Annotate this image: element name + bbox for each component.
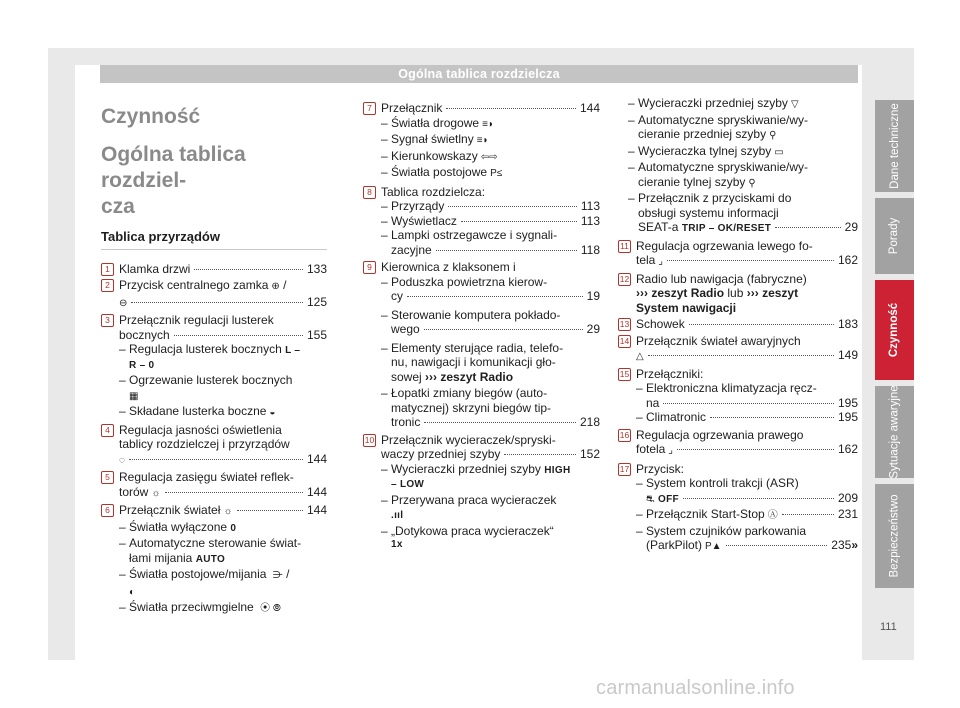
sub-item: – Regulacja lusterek bocznych L – R – 0 (119, 342, 327, 373)
sub-item: – Światła postojowe/mijania ⋺ / ◐ (119, 567, 327, 600)
sub-item: – Lampki ostrzegawcze i sygnali- zacyjne 118 (381, 228, 600, 257)
page-title (101, 142, 327, 220)
item-number-badge: 17 (619, 463, 630, 474)
continue-arrow-icon: » (851, 538, 858, 552)
page-ref[interactable]: 195 (837, 410, 858, 424)
page-number: 111 (880, 621, 897, 633)
mirror-code: R – 0 (129, 359, 155, 371)
sub-item: – Automatyczne spryskiwanie/wy- cieranie przedniej szyby ⚲ (628, 113, 858, 144)
page-ref[interactable]: 162 (837, 253, 858, 267)
item-label: Regulacja jasności oświetlenia (119, 422, 282, 437)
item-number-badge: 16 (619, 429, 630, 440)
page-ref[interactable]: 162 (837, 442, 858, 456)
item-number-badge: 7 (363, 102, 376, 115)
item-number-badge: 12 (619, 273, 630, 284)
lock-icon: ⊕ (271, 281, 280, 292)
traction-control-icon: ⛐ (646, 493, 655, 505)
chevron-right-icon: ››› (746, 286, 759, 300)
sub-item: – Przełącznik Start-Stop Ⓐ 231 (636, 507, 858, 524)
interval-icon: .ııl (391, 510, 404, 521)
item-6: 6 Przełącznik świateł ☼ 144 – Światła wyłączone 0 – Automatyczne sterowanie świat- łami mijania AUTO – Światła postojowe/mijania ⋺ / ◐ – Światła przeciwmgielne ⦿ ⦾ (101, 503, 327, 617)
page-ref[interactable]: 183 (837, 317, 858, 331)
turn-signal-icon: ⇦⇨ (480, 151, 498, 163)
chevron-right-icon: ››› (425, 369, 438, 384)
item-number-badge: 15 (619, 368, 630, 379)
page-ref[interactable]: 113 (580, 213, 600, 228)
item-label: Regulacja ogrzewania lewego fo- (636, 238, 813, 253)
start-stop-icon: Ⓐ (767, 510, 778, 521)
title-line: cza (101, 195, 135, 218)
sub-item: – Światła postojowe P≤ (381, 165, 600, 182)
sub-item: – Automatyczne spryskiwanie/wy- cieranie tylnej szyby ⚲ (628, 160, 858, 191)
sub-item: – Sterowanie komputera pokłado- wego 29 (381, 308, 600, 337)
seat-heating-icon: ⌟ (658, 256, 664, 267)
page-ref[interactable]: 113 (580, 199, 600, 213)
seat-heating-icon: ⌟ (668, 445, 674, 456)
item-number-badge: 10 (364, 434, 375, 445)
item-12: 12 Radio lub nawigacja (fabryczne) ››› zeszyt Radio lub ››› zeszyt System nawigacji (618, 272, 858, 316)
item-number-badge: 1 (101, 263, 114, 276)
sub-item: – System czujników parkowania (ParkPilot) P▲ 235» (636, 524, 858, 555)
watermark: carmanualsonline.info (596, 677, 795, 699)
tab-sytuacje-awaryjne[interactable]: Sytuacje awaryjne (875, 386, 914, 478)
item-label: Przełącznik regulacji lusterek (119, 313, 274, 327)
sub-item: – Łopatki zmiany biegów (auto- matycznej) skrzyni biegów tip- tronic 218 (381, 386, 600, 430)
page-ref[interactable]: 144 (306, 451, 327, 466)
sub-item: – Przerywana praca wycieraczek .ııl (381, 493, 600, 524)
page-ref[interactable]: 218 (579, 415, 600, 429)
sub-item: – Światła przeciwmgielne ⦿ ⦾ (119, 600, 327, 617)
sub-item: – Kierunkowskazy ⇦⇨ (381, 149, 600, 166)
light-switch-icon: ☼ (223, 506, 233, 517)
sub-item: – System kontroli trakcji (ASR) ⛐ OFF 209 (636, 476, 858, 507)
item-number-badge: 6 (101, 504, 114, 517)
item-number-badge: 9 (363, 261, 376, 274)
sub-item: – Wycieraczka tylnej szyby ▭ (628, 144, 858, 161)
item-label: bocznych (119, 327, 170, 342)
item-3 (101, 313, 327, 421)
cross-reference[interactable]: zeszyt Radio (651, 286, 725, 300)
item-2 (101, 278, 327, 311)
item-10: 10 Przełącznik wycieraczek/spryski- waczy przedniej szyby 152 – Wycieraczki przedniej szyby HIGH – LOW – Przerywana praca wycieraczek .ııl – „Dotykowa praca wycieraczek“ 1x (363, 433, 600, 553)
page-ref[interactable]: 144 (306, 503, 327, 517)
item-number-badge: 8 (363, 186, 376, 199)
item-number-badge: 11 (618, 240, 631, 253)
item-14 (618, 334, 858, 365)
item-number-badge: 3 (101, 314, 114, 327)
item-label: Przycisk centralnego zamka (119, 278, 269, 292)
item-11: 11 Regulacja ogrzewania lewego fo- tela ⌟ 162 (618, 239, 858, 270)
item-13: 13 Schowek 183 (619, 317, 858, 331)
page-ref[interactable]: 144 (579, 101, 600, 115)
sub-item: – Przełącznik z przyciskami do obsługi systemu informacji SEAT-a TRIP – OK/RESET 29 (628, 191, 858, 237)
parking-sensor-icon: P▲ (705, 541, 722, 552)
subsection-title: Tablica przyrządów (101, 230, 327, 250)
unlock-icon: ⊖ (119, 297, 128, 309)
item-label: Kierownica z klaksonem i (381, 260, 516, 274)
item-label: Regulacja zasięgu świateł reflek- (119, 470, 294, 484)
item-16: 16 Regulacja ogrzewania prawego fotela ⌟ 162 (618, 428, 858, 459)
item-7 (363, 101, 600, 182)
tab-porady[interactable]: Porady (875, 198, 914, 274)
slash: / (283, 278, 287, 292)
page-ref[interactable]: 149 (837, 348, 858, 362)
item-label: Klamka drzwi (119, 261, 191, 276)
wiper-icon: ▽ (790, 99, 799, 110)
page-ref[interactable]: 133 (306, 261, 327, 276)
item-label: Radio lub nawigacja (fabryczne) (636, 271, 807, 286)
continued-sub-items (618, 96, 858, 237)
page-ref[interactable]: 125 (306, 294, 327, 309)
sub-item: – Climatronic 195 (636, 410, 858, 425)
item-label: Przełącznik świateł awaryjnych (636, 333, 801, 348)
page-ref[interactable]: 231 (837, 507, 858, 521)
brightness-icon: ◌ (119, 454, 125, 466)
flash-icon: ≡◗ (476, 135, 489, 146)
item-1 (101, 262, 327, 277)
fog-light-icon: ⦿ ⦾ (260, 603, 281, 614)
sub-item: – Wycieraczki przedniej szyby ▽ (628, 96, 858, 113)
hazard-icon: △ (636, 351, 644, 362)
item-5: 5 Regulacja zasięgu świateł reflek- torów ☼ 144 (101, 470, 327, 501)
item-label: tablicy rozdzielczej i przyrządów (119, 437, 290, 451)
page-ref[interactable]: 155 (306, 327, 327, 342)
washer-icon: ⚲ (769, 130, 777, 141)
item-label: Przełącznik wycieraczek/spryski- (381, 432, 556, 447)
item-17 (618, 462, 858, 555)
parking-light-icon: P≤ (490, 168, 503, 179)
page-ref[interactable]: 209 (837, 490, 858, 505)
section-header: Ogólna tablica rozdzielcza (100, 65, 858, 83)
item-number-badge: 14 (619, 335, 630, 346)
item-8 (363, 185, 600, 258)
sub-item: – Wyświetlacz 113 (381, 214, 600, 229)
rear-wiper-icon: ▭ (774, 146, 784, 158)
item-label: Regulacja ogrzewania prawego (636, 427, 804, 442)
page-ref[interactable]: 144 (306, 484, 327, 499)
low-beam-icon: ◐ (129, 586, 136, 598)
mirror-fold-icon: ◒ (269, 407, 276, 418)
item-number-badge: 5 (101, 471, 114, 484)
cross-reference[interactable]: System nawigacji (636, 300, 737, 315)
cross-reference[interactable]: zeszyt Radio (440, 369, 514, 384)
sub-item: – Składane lusterka boczne ◒ (119, 404, 327, 421)
page-ref[interactable]: 29 (586, 322, 600, 336)
parking-light-icon: ⋺ (272, 570, 283, 581)
page-ref[interactable]: 152 (579, 447, 600, 461)
cross-reference[interactable]: zeszyt (762, 286, 799, 300)
high-beam-icon: ≡◗ (482, 118, 494, 130)
sub-item: – Elektroniczna klimatyzacja ręcz- na 195 (636, 381, 858, 410)
page-ref[interactable]: 195 (837, 395, 858, 410)
item-9 (363, 260, 600, 430)
page-ref[interactable]: 19 (586, 289, 600, 303)
middle-column (363, 101, 600, 555)
item-number-badge: 2 (101, 279, 114, 292)
title-line: Ogólna tablica rozdziel- (101, 143, 246, 192)
item-number-badge: 13 (619, 319, 630, 329)
sub-item: – Automatyczne sterowanie świat- łami mijania AUTO (119, 536, 327, 567)
item-label: Przełącznik (381, 101, 443, 115)
item-15 (618, 367, 858, 425)
sub-item: – Ogrzewanie lusterek bocznych ▦ (119, 373, 327, 404)
sub-item: – Światła wyłączone 0 (119, 520, 327, 537)
mirror-heating-icon: ▦ (129, 390, 139, 402)
chevron-right-icon: ››› (636, 286, 648, 300)
item-label: Przełączniki: (636, 366, 704, 381)
mirror-l-code: L – (285, 345, 301, 356)
page-ref[interactable]: 29 (844, 220, 858, 234)
item-label: Przycisk: (636, 461, 684, 476)
tab-bezpieczenstwo[interactable]: Bezpieczeństwo (875, 484, 914, 588)
sub-item: – Światła drogowe ≡◗ (381, 116, 600, 133)
page-ref[interactable]: 235 (831, 538, 852, 552)
tab-czynnosc[interactable]: Czynność (875, 280, 914, 380)
item-4 (101, 423, 327, 469)
category-heading: Czynność (101, 105, 201, 128)
side-tabs (875, 100, 914, 594)
item-number-badge: 4 (101, 424, 114, 437)
tab-dane-techniczne[interactable]: Dane techniczne (875, 100, 914, 192)
rear-washer-icon: ⚲ (748, 177, 756, 189)
left-column (101, 100, 327, 619)
sub-item: – Elementy sterujące radia, telefo- nu, nawigacji i komunikacji gło- sowej ››› zeszyt Radio (381, 341, 600, 385)
headlight-range-icon: ☼ (151, 487, 161, 499)
sub-item: – Wycieraczki przedniej szyby HIGH – LOW (381, 462, 600, 493)
sub-item: – Przyrządy 113 (381, 199, 600, 214)
page-ref[interactable]: 118 (580, 242, 600, 257)
sub-item: – „Dotykowa praca wycieraczek“ 1x (381, 524, 600, 553)
sub-item: – Poduszka powietrzna kierow- cy 19 (381, 275, 600, 304)
sub-item: – Sygnał świetlny ≡◗ (381, 132, 600, 149)
item-label: Tablica rozdzielcza: (381, 184, 486, 199)
right-column (618, 96, 858, 557)
